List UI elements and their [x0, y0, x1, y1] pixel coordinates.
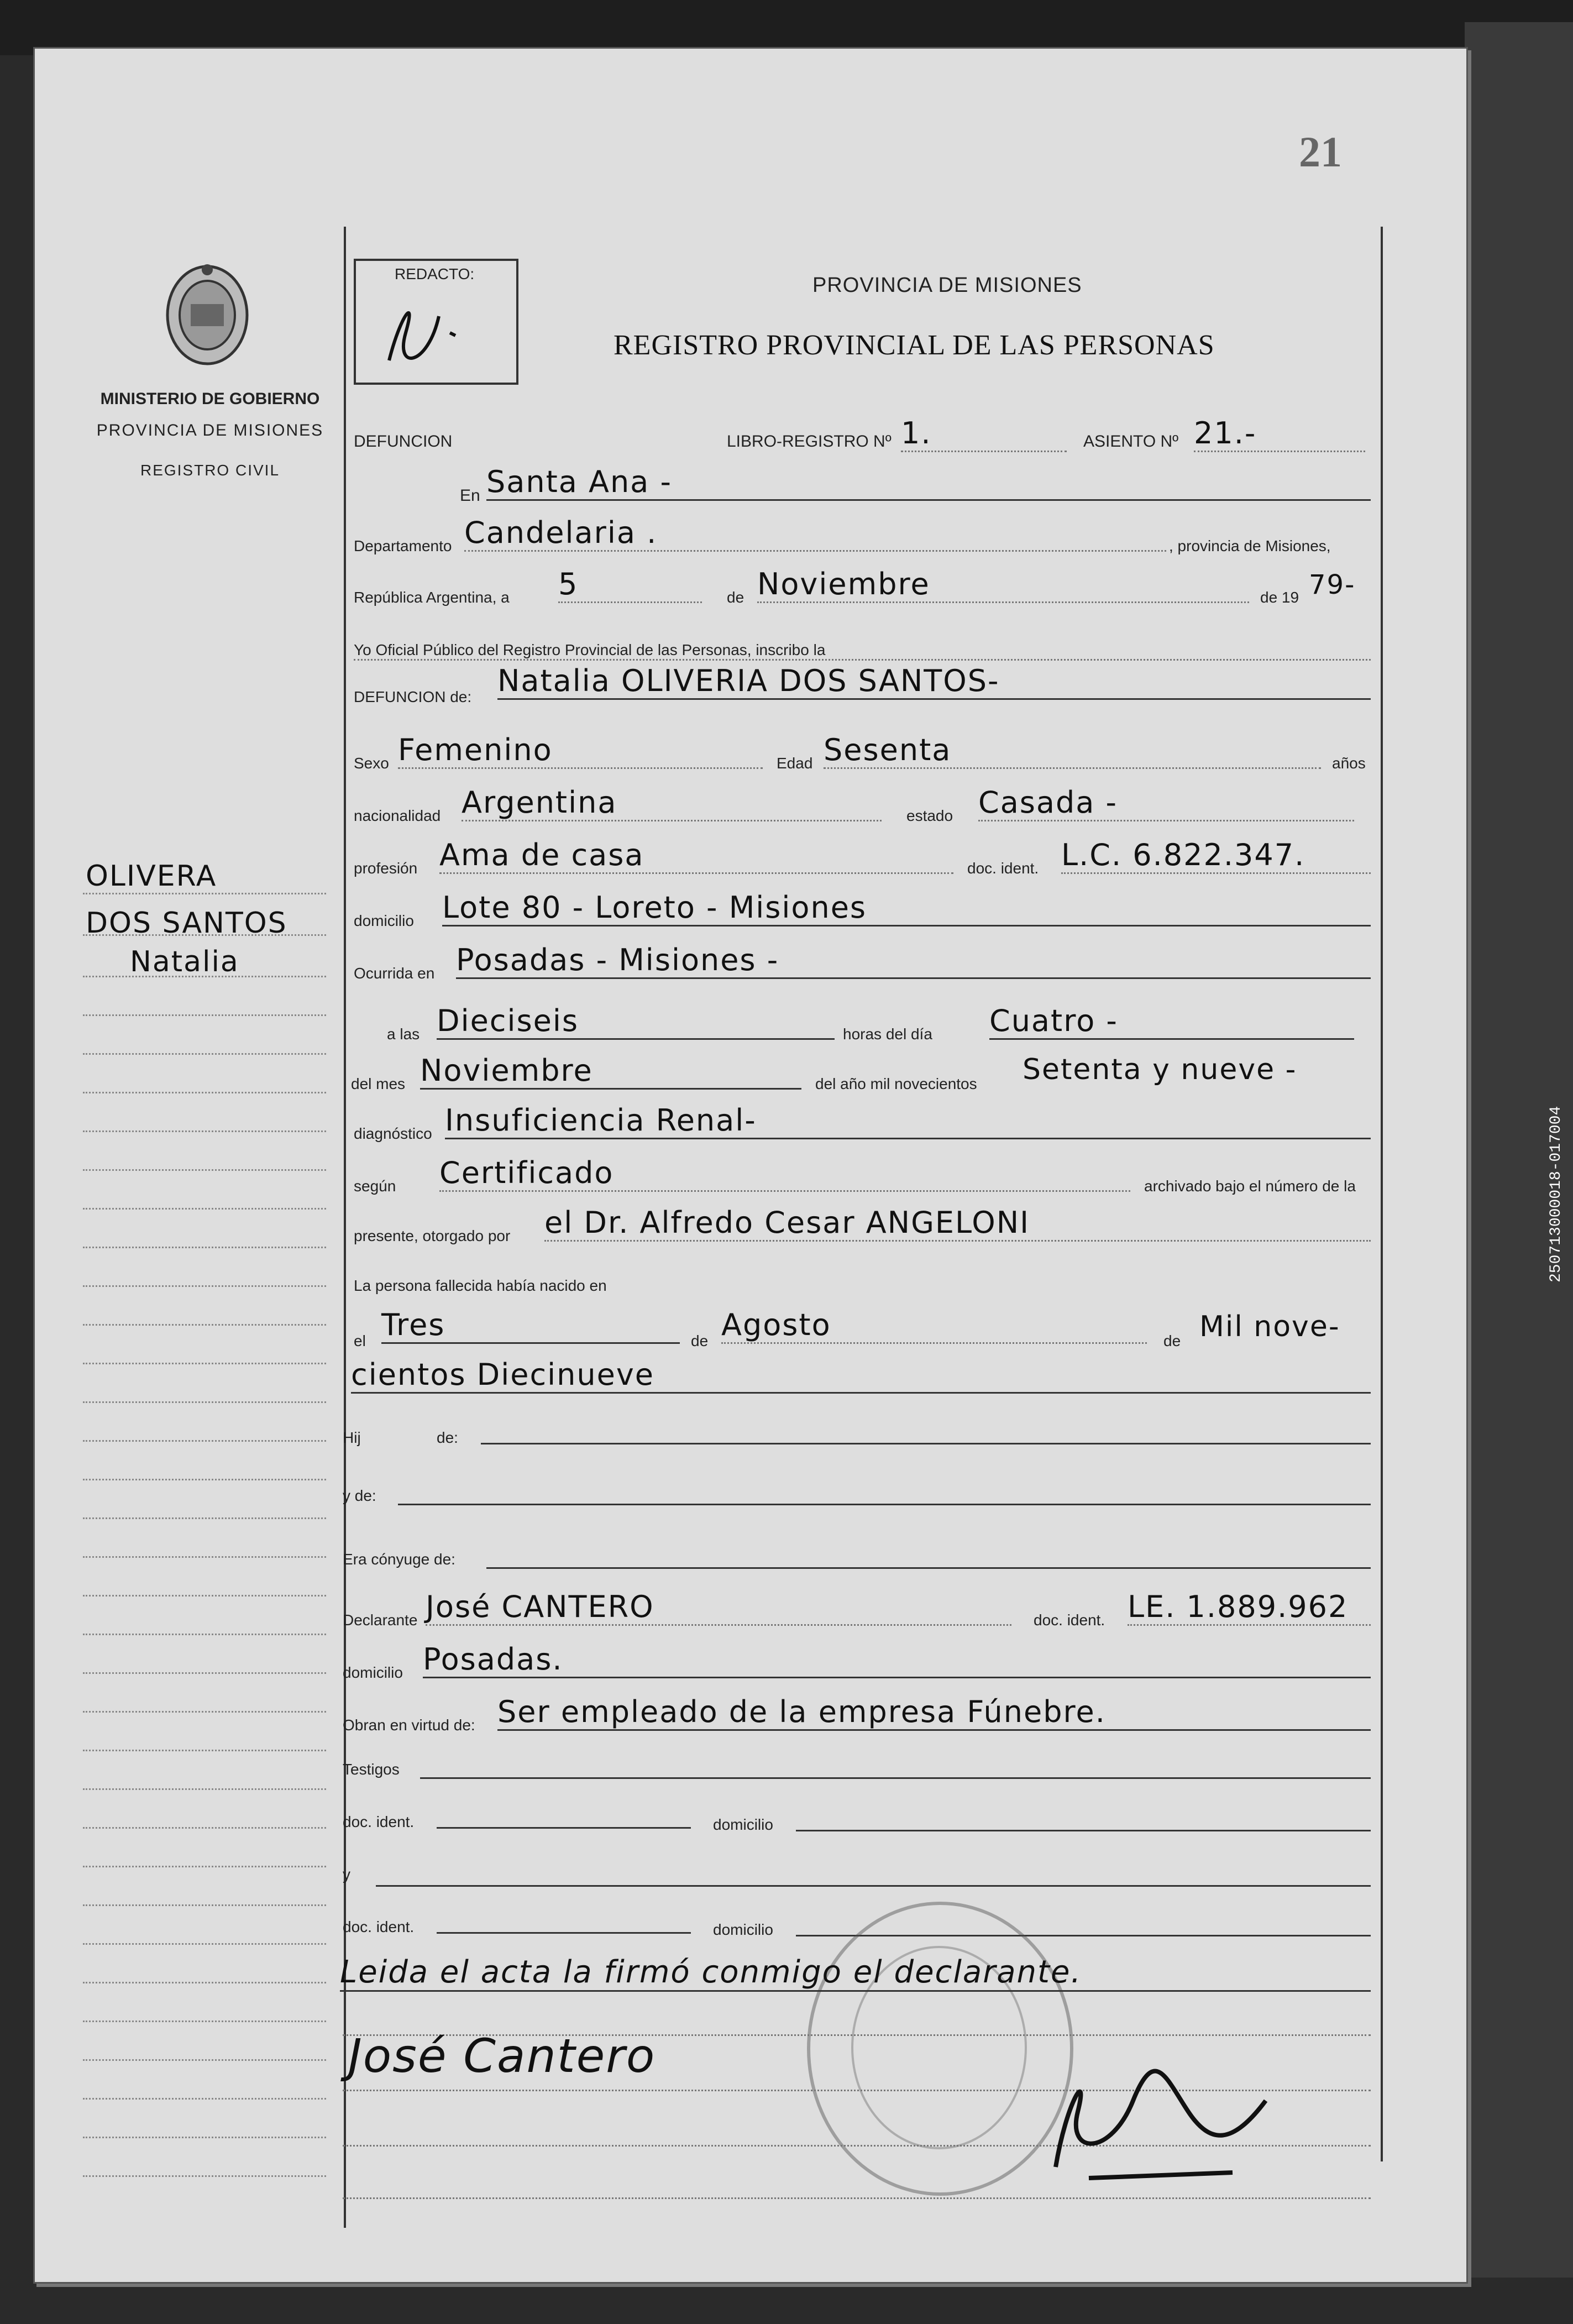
decl-domicilio-value: Posadas. [423, 1642, 1371, 1678]
obran-value: Ser empleado de la empresa Fúnebre. [497, 1694, 1371, 1731]
defuncion-de-label: DEFUNCION de: [354, 688, 472, 705]
hij-label: Hij [343, 1429, 361, 1446]
y-label: y [343, 1866, 350, 1883]
sidebar-line [83, 1440, 326, 1442]
declarante-signature: José Cantero [348, 2029, 656, 2083]
testigo-doc-line [437, 1827, 691, 1829]
profesion-label: profesión [354, 860, 418, 877]
defuncion-label: DEFUNCION [354, 432, 453, 451]
sidebar-line [83, 2175, 326, 2177]
redacto-label: REDACTO: [395, 265, 475, 282]
year-value: 79- [1309, 569, 1356, 600]
testigo2-doc-line [437, 1932, 691, 1934]
closing-statement: Leida el acta la firmó conmigo el declarante. [340, 1954, 1371, 1992]
sidebar-line [83, 1711, 326, 1713]
side-serial-text: 250713000018-017004 [1548, 1106, 1565, 1283]
edad-value: Sesenta [824, 732, 1321, 769]
sidebar-line [83, 1285, 326, 1287]
nacionalidad-value: Argentina [462, 785, 882, 821]
sidebar-line [83, 2059, 326, 2061]
libro-label: LIBRO-REGISTRO Nº [727, 432, 892, 451]
sidebar-surname-2: DOS SANTOS [86, 907, 287, 940]
birth-year-value-2: cientos Diecinueve [351, 1357, 1371, 1394]
header-registry: REGISTRO PROVINCIAL DE LAS PERSONAS [614, 329, 1215, 361]
sidebar-line [83, 1595, 326, 1597]
testigos-label: Testigos [343, 1761, 400, 1778]
testigo-dom-line [796, 1830, 1371, 1831]
sidebar-line [83, 1401, 326, 1403]
diagnostico-value: Insuficiencia Renal- [445, 1103, 1371, 1139]
testigo2-doc-label: doc. ident. [343, 1918, 415, 1935]
testigos-line [420, 1777, 1371, 1779]
sidebar-line [83, 1208, 326, 1210]
page-number: 21 [1299, 128, 1342, 176]
ano-value: Setenta y nueve - [1023, 1053, 1297, 1086]
y-line [376, 1885, 1371, 1887]
sidebar-line [83, 893, 326, 894]
en-label: En [460, 486, 480, 505]
declarante-doc-value: LE. 1.889.962 [1128, 1589, 1371, 1626]
conyuge-label: Era cónyuge de: [343, 1551, 455, 1568]
birth-day-value: Tres [381, 1307, 680, 1344]
redacto-initials [367, 283, 494, 377]
sidebar-line [83, 934, 326, 936]
provincia-suffix: , provincia de Misiones, [1169, 537, 1331, 554]
departamento-label: Departamento [354, 537, 452, 554]
en-value: Santa Ana - [486, 464, 1371, 501]
sidebar-line [83, 1904, 326, 1906]
a-las-label: a las [387, 1025, 420, 1043]
domicilio-value: Lote 80 - Loreto - Misiones [442, 890, 1371, 927]
birth-de2-label: de [1163, 1332, 1181, 1349]
mes-value: Noviembre [420, 1053, 801, 1090]
redacto-box [354, 259, 518, 385]
segun-value: Certificado [439, 1155, 1130, 1192]
de-label: de [727, 589, 744, 606]
sidebar-line [83, 1363, 326, 1364]
nacido-label: La persona fallecida había nacido en [354, 1277, 607, 1294]
ocurrida-value: Posadas - Misiones - [456, 943, 1371, 979]
sidebar-line [83, 1634, 326, 1635]
decl-domicilio-label: domicilio [343, 1664, 403, 1681]
sidebar-line [83, 1053, 326, 1055]
sidebar-line [83, 2021, 326, 2022]
testigo-doc-label: doc. ident. [343, 1813, 415, 1830]
sexo-label: Sexo [354, 755, 389, 772]
sidebar-line [83, 1866, 326, 1867]
anos-label: años [1332, 755, 1366, 772]
side-serial [1542, 1061, 1573, 1283]
birth-de-label: de [691, 1332, 709, 1349]
sexo-value: Femenino [398, 732, 763, 769]
y-de-label: y de: [343, 1487, 376, 1504]
doc-ident-value: L.C. 6.822.347. [1061, 838, 1371, 874]
sidebar-line [83, 1247, 326, 1248]
month-value: Noviembre [757, 567, 1249, 603]
declarante-label: Declarante [343, 1611, 418, 1629]
sidebar-given-name: Natalia [130, 945, 239, 978]
birth-month-value: Agosto [721, 1307, 1147, 1344]
nacionalidad-label: nacionalidad [354, 807, 441, 824]
sidebar-line [83, 1556, 326, 1558]
sidebar-line [83, 1169, 326, 1171]
deceased-name: Natalia OLIVERIA DOS SANTOS- [497, 663, 1371, 700]
segun-label: según [354, 1177, 396, 1195]
sidebar-surname-1: OLIVERA [86, 860, 217, 893]
y-de-line [398, 1504, 1371, 1505]
sidebar-line [83, 1827, 326, 1829]
asiento-value: 21.- [1194, 416, 1365, 452]
sidebar-line [83, 1943, 326, 1945]
edad-label: Edad [777, 755, 813, 772]
sidebar-line [83, 2137, 326, 2138]
official-signature [1023, 2034, 1332, 2200]
declarante-doc-label: doc. ident. [1034, 1611, 1105, 1629]
conyuge-line [486, 1567, 1371, 1569]
hij-de-label: de: [437, 1429, 458, 1446]
sidebar-line [83, 1672, 326, 1674]
birth-year-value-1: Mil nove- [1199, 1310, 1340, 1343]
ocurrida-label: Ocurrida en [354, 965, 435, 982]
right-margin-rule [1381, 227, 1383, 2161]
sidebar-line [83, 976, 326, 977]
departamento-value: Candelaria . [464, 515, 1166, 552]
el-label: el [354, 1332, 366, 1349]
day-value: 5 [558, 567, 702, 603]
archivado-label: archivado bajo el número de la [1144, 1177, 1356, 1195]
year-label: de 19 [1260, 589, 1299, 606]
testigo-dom-label: domicilio [713, 1816, 773, 1833]
registry-civil: REGISTRO CIVIL [140, 462, 280, 479]
profesion-value: Ama de casa [439, 838, 953, 874]
asiento-label: ASIENTO Nº [1083, 432, 1179, 451]
ministry-title: MINISTERIO DE GOBIERNO [100, 390, 320, 408]
sidebar-line [83, 1092, 326, 1093]
libro-value: 1. [901, 416, 1067, 452]
hij-line [481, 1443, 1371, 1444]
sidebar-line [83, 1517, 326, 1519]
sidebar-line [83, 1982, 326, 1983]
sidebar-line [83, 1324, 326, 1326]
sidebar-line [83, 1479, 326, 1480]
sidebar-line [83, 1014, 326, 1016]
doc-ident-label: doc. ident. [967, 860, 1039, 877]
oficial-text: Yo Oficial Público del Registro Provincial de las Personas, inscribo la [354, 641, 1371, 661]
declarante-value: José CANTERO [426, 1589, 1011, 1626]
sidebar-line [83, 1750, 326, 1751]
del-ano-label: del año mil novecientos [815, 1075, 977, 1092]
dia-value: Cuatro - [989, 1003, 1354, 1040]
coat-of-arms-icon [160, 260, 254, 370]
del-mes-label: del mes [351, 1075, 406, 1092]
header-province: PROVINCIA DE MISIONES [812, 274, 1082, 297]
republica-label: República Argentina, a [354, 589, 510, 606]
sidebar-line [83, 1788, 326, 1790]
testigo2-dom-label: domicilio [713, 1921, 773, 1938]
a-las-value: Dieciseis [437, 1003, 835, 1040]
presente-label: presente, otorgado por [354, 1227, 511, 1244]
obran-label: Obran en virtud de: [343, 1716, 475, 1734]
estado-value: Casada - [978, 785, 1354, 821]
ministry-province: PROVINCIA DE MISIONES [96, 421, 324, 439]
diagnostico-label: diagnóstico [354, 1125, 432, 1142]
domicilio-label: domicilio [354, 912, 414, 929]
sidebar-line [83, 1130, 326, 1132]
estado-label: estado [906, 807, 953, 824]
presente-value: el Dr. Alfredo Cesar ANGELONI [544, 1205, 1371, 1242]
sidebar-line [83, 2098, 326, 2100]
horas-label: horas del día [843, 1025, 932, 1043]
